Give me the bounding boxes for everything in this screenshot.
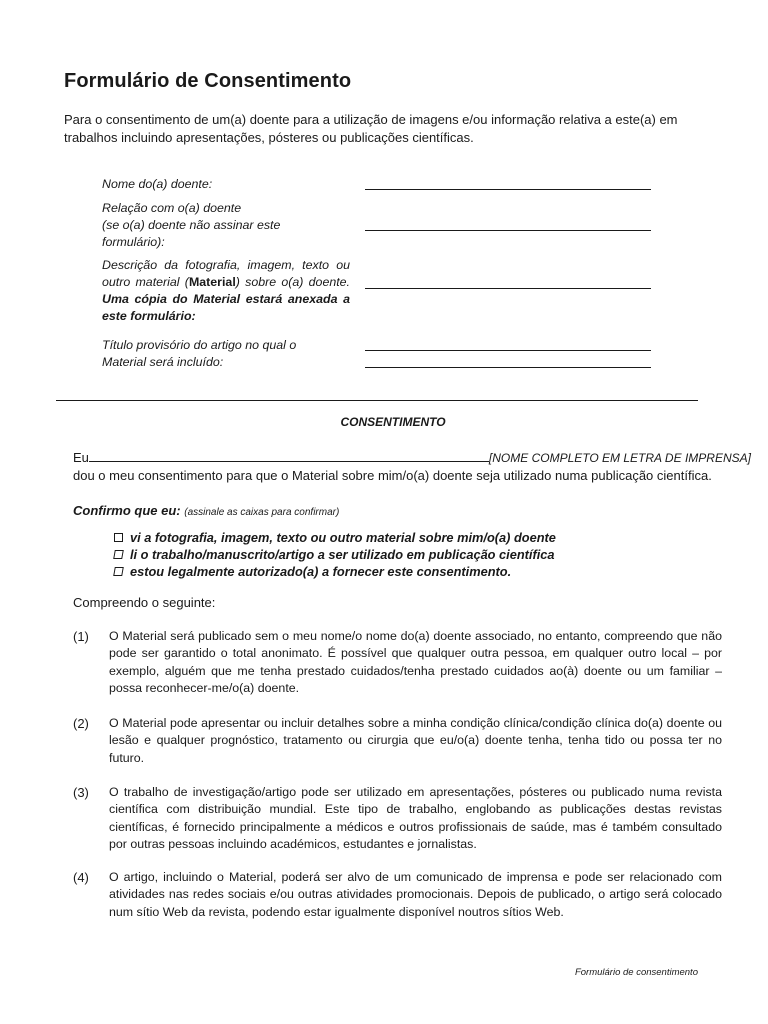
full-name-caps-hint: [NOME COMPLETO EM LETRA DE IMPRENSA] [488,451,751,465]
checklist-item [114,546,556,563]
eu-prefix: Eu [73,450,89,465]
checkbox-icon[interactable] [113,567,124,576]
article-title-label-line: Título provisório do artigo no qual o [102,338,297,352]
relation-label-line: Relação com o(a) doente [102,201,242,215]
intro-paragraph: Para o consentimento de um(a) doente para a utilização de imagens e/ou informação relativa a este(a) em trabalhos incluindo apresentações, pósteres ou publicações científicas. [64,112,678,145]
relation-label-line: formulário): [102,235,165,249]
checklist-item [114,529,556,546]
full-name-blank[interactable] [89,449,489,462]
consent-section-title: CONSENTIMENTO [340,415,446,429]
patient-name-line[interactable] [365,189,651,190]
checkbox-icon[interactable] [113,550,124,559]
consent-statement: dou o meu consentimento para que o Material sobre mim/o(a) doente seja utilizado numa publicação científica. [73,468,712,483]
checklist-item-label: li o trabalho/manuscrito/artigo a ser utilizado em publicação científica [130,547,555,562]
section-divider [56,400,698,401]
checklist-item [114,563,556,580]
confirm-label: Confirmo que eu: [73,503,181,518]
item-number: (2) [73,716,89,731]
confirm-row [73,502,339,522]
understand-heading: Compreendo o seguinte: [73,595,216,610]
checkbox-icon[interactable] [114,533,123,542]
item-text: O Material pode apresentar ou incluir detalhes sobre a minha condição clínica/condição clínica do(a) doente ou lesão e qualquer prognóstico, tratamento ou cirurgia que eu/o(a) doente tenha, tenha tido ou possa ter no futuro. [109,716,722,765]
patient-name-label: Nome do(a) doente: [102,177,213,191]
confirm-checklist [114,529,556,580]
description-bold-note: Uma cópia do Material estará anexada a este formulário: [102,292,350,323]
description-text: Descrição da fotografia, imagem, texto ou outro material ( [102,258,350,289]
article-title-line-2[interactable] [365,367,651,368]
page-title: Formulário de Consentimento [64,70,352,92]
item-text: O artigo, incluindo o Material, poderá ser alvo de um comunicado de imprensa e pode ser relacionado com atividades nas redes sociais e/ou outras atividades promocionais. Depois de publicado, o artigo será colocado num sítio Web da revista, podendo estar igualmente disponível noutros sítios Web. [109,870,722,919]
article-title-label-line: Material será incluído: [102,355,224,369]
confirm-hint: (assinale as caixas para confirmar) [184,507,340,518]
relation-label [102,200,352,251]
page-footer: Formulário de consentimento [574,967,698,978]
description-label [102,257,350,325]
description-text: ) sobre o(a) doente. [235,275,350,289]
relation-label-line: (se o(a) doente não assinar este [102,218,281,232]
item-number: (1) [73,629,89,644]
item-text: O Material será publicado sem o meu nome/o nome do(a) doente associado, no entanto, compreendo que não pode ser garantido o total anonimato. É possível que qualquer outra pessoa, em qualquer outro local – por exemplo, alguém que me tenha prestado cuidados/tenha prestado cuidados ao(à) doente ou um familiar – possa reconhecer-me/o(a) doente. [109,629,722,696]
item-number: (3) [73,785,89,800]
relation-line[interactable] [365,230,651,231]
item-text: O trabalho de investigação/artigo pode ser utilizado em apresentações, pósteres ou publicado numa revista científica com distribuição mundial. Este tipo de trabalho, englobando as publicações destas revistas científicas, é fornecido principalmente a médicos e outros profissionais de saúde, mas é também consultado por outras pessoas incluindo académicos, estudantes e jornalistas. [109,785,722,852]
checklist-item-label: estou legalmente autorizado(a) a fornecer este consentimento. [130,564,512,579]
checklist-item-label: vi a fotografia, imagem, texto ou outro material sobre mim/o(a) doente [130,530,556,545]
item-number: (4) [73,870,89,885]
description-line[interactable] [365,288,651,289]
article-title-line-1[interactable] [365,350,651,351]
material-term: Material [188,275,236,289]
article-title-label [102,337,352,371]
full-name-row [73,449,751,467]
